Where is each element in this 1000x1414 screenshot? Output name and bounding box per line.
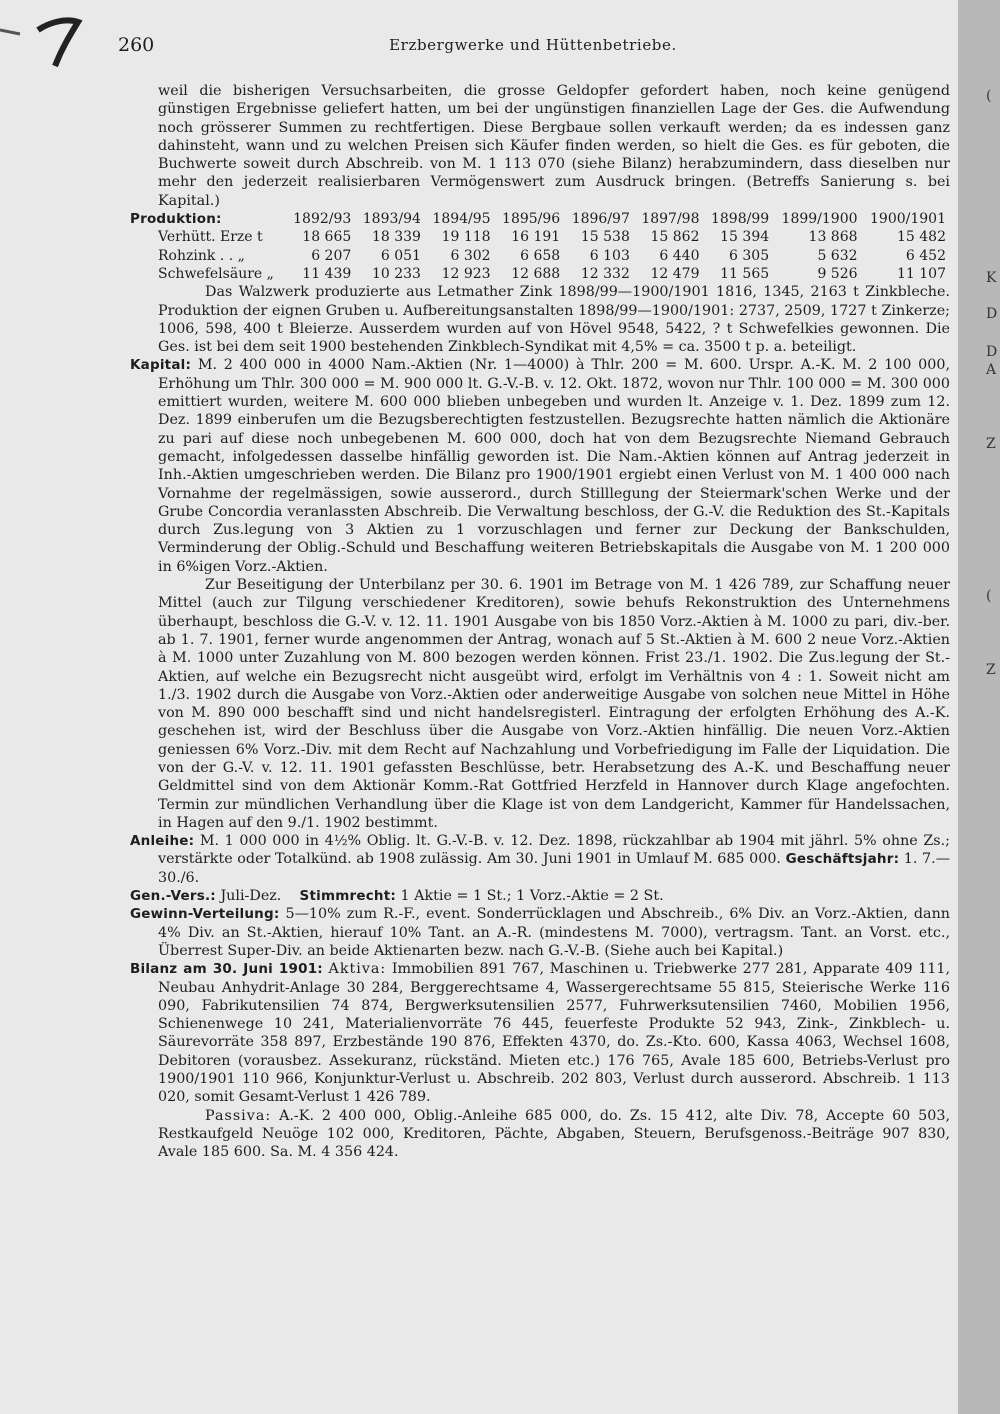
year-cell: 1892/93 <box>293 211 352 228</box>
year-cell: 1899/1900 <box>781 211 858 228</box>
kapital-section <box>130 356 950 576</box>
value-cell: 6 302 <box>450 247 491 264</box>
passiva-label: Passiva: <box>205 1107 272 1124</box>
aktiva-label: Aktiva: <box>328 961 387 978</box>
value-cell: 12 923 <box>441 265 491 282</box>
value-cell: 6 103 <box>589 247 630 264</box>
value-cell: 18 339 <box>371 229 421 246</box>
passiva-text: A.-K. 2 400 000, Oblig.-Anleihe 685 000, do. Zs. 15 412, alte Div. 78, Accepte 60 503, Restkaufgeld Neuöge 102 000, Kreditoren, Pächte, Abgaben, Steuern, Berufsgenoss.-Beiträge 907 830, Avale 185 600. Sa. M. 4 356 424. <box>158 1107 950 1161</box>
kapital-paragraph-2: Zur Beseitigung der Unterbilanz per 30. 6. 1901 im Betrage von M. 1 426 789, zur Schaffung neuer Mittel (auch zur Tilgung verschiedener Kreditoren), sowie behufs Rekonstruktion des Unternehmens überhaupt, beschloss die G.-V. v. 12. 11. 1901 Ausgabe von bis 1850 Vorz.-Aktien à M. 1000 zu pari, div.-ber. ab 1. 7. 1901, ferner wurde angenommen der Antrag, wonach auf 5 St.-Aktien à M. 600 2 neue Vorz.-Aktien à M. 1000 unter Zuzahlung von M. 800 bezogen werden können. Frist 23./1. 1902. Die Zus.legung der St.-Aktien, auf welche ein Bezugsrecht nicht ausgeübt wird, erfolgt im Verhältnis von 4 : 1. Soweit nicht am 1./3. 1902 durch die Ausgabe von Vorz.-Aktien oder anderweitige Ausgabe von solchen neue Mittel in Höhe von M. 890 000 beschafft sind und nicht handelsregisterl. Eintragung der erfolgten Erhöhung des A.-K. geschehen ist, wird der Beschluss über die Ausgabe von Vorz.-Aktien hinfällig. Die neuen Vorz.-Aktien geniessen 6% Vorz.-Div. mit dem Recht auf Nachzahlung und Vorbefriedigung im Falle der Liquidation. Die von der G.-V. v. 12. 11. 1901 gefassten Beschlüsse, betr. Herabsetzung des A.-K. und Beschaffung neuer Geldmittel sind von dem Aktionär Komm.-Rat Gottfried Herzfeld in Hannover durch Klage angefochten. Termin zur mündlichen Verhandlung über die Klage ist von dem Landgericht, Kammer für Handelssachen, in Hagen auf den 9./1. 1902 bestimmt. <box>158 577 950 831</box>
value-cell: 15 482 <box>897 229 946 246</box>
genvers-label: Gen.-Vers.: <box>130 888 216 905</box>
year-cell: 1897/98 <box>641 211 700 228</box>
year-cell: 1895/96 <box>502 211 561 228</box>
value-cell: 6 452 <box>905 247 946 264</box>
gewinn-section <box>130 905 950 960</box>
passiva-section <box>130 1107 950 1162</box>
value-cell: 13 868 <box>808 229 858 246</box>
production-note: Das Walzwerk produzierte aus Letmather Zink 1898/99—1900/1901 1816, 1345, 2163 t Zinkbleche. Produktion der eignen Gruben u. Aufbereitungsanstalten 1898/99—1900/1901: 2737, 2509, 1727 t Zinkerze; 1006, 598, 400 t Bleierze. Ausserdem wurden auf von Hövel 9548, 5422, ? t Schwefelkies gewonnen. Die Ges. ist bei dem seit 1900 bestehenden Zinkblech-Syndikat mit 4,5% = ca. 3500 t p. a. beteiligt. <box>158 284 950 356</box>
margin-letter: D <box>986 344 998 360</box>
value-cell: 15 538 <box>580 229 630 246</box>
bilanz-section <box>130 960 950 1106</box>
value-cell: 12 479 <box>650 265 700 282</box>
running-title: Erzbergwerke und Hüttenbetriebe. <box>389 36 677 54</box>
genvers-section <box>130 887 950 905</box>
anleihe-text: M. 1 000 000 in 4½% Oblig. lt. G.-V.-B. v. 12. Dez. 1898, rückzahlbar ab 1904 mit jährl. 5% ohne Zs.; verstärkte oder Totalkünd. ab 1908 zulässig. Am 30. Juni 1901 in Umlauf M. 685 000. <box>158 833 951 868</box>
margin-letter: Z <box>986 662 996 678</box>
production-table <box>130 210 950 283</box>
year-cell: 1894/95 <box>432 211 491 228</box>
production-header-row <box>130 210 950 228</box>
margin-letter: Z <box>986 436 996 452</box>
production-label: Produktion: <box>130 211 222 228</box>
value-cell: 6 658 <box>520 247 561 264</box>
aktiva-text: Immobilien 891 767, Maschinen u. Triebwerke 277 281, Apparate 409 111, Neubau Anhydrit-Anlage 30 284, Berggerechtsame 4, Wassergerechtsame 55 815, Steierische Werke 116 090, Fabrikutensilien 74 874, Bergwerksutensilien 2577, Fuhrwerksutensilien 7460, Mobilien 1956, Schienenwege 10 241, Materialienvorräte 76 445, feuerfeste Produkte 52 943, Zink-, Zinkblech- u. Säurevorräte 358 897, Erzbestände 190 876, Effekten 4370, do. Zs.-Kto. 600, Kassa 4063, Wechsel 1608, Debitoren (vorausbez. Assekuranz, rückständ. Mieten etc.) 176 765, Avale 185 600, Betriebs-Verlust pro 1900/1901 110 966, Konjunktur-Verlust u. Abschreib. 202 803, Verlust durch ausserord. Abschreib. 1 113 020, somit Gesamt-Verlust 1 426 789. <box>158 961 951 1106</box>
stimmrecht-value: 1 Aktie = 1 St.; 1 Vorz.-Aktie = 2 St. <box>400 888 664 905</box>
row-label: Rohzink . . „ <box>158 247 245 264</box>
value-cell: 15 862 <box>650 229 700 246</box>
gewinn-text: 5—10% zum R.-F., event. Sonderrücklagen und Abschreib., 6% Div. an Vorz.-Aktien, dann 4% Div. an St.-Aktien, hierauf 10% Tant. an A.-R. (mindestens M. 7000), vertragsm. Tant. an Vorst. etc., Überrest Super-Div. an beide Aktienarten bezw. nach G.-V.-B. (Siehe auch bei Kapital.) <box>158 906 950 959</box>
gewinn-label: Gewinn-Verteilung: <box>130 906 280 923</box>
value-cell: 19 118 <box>441 229 491 246</box>
handwritten-mark <box>0 0 90 70</box>
year-cell: 1898/99 <box>710 211 770 228</box>
row-label: Verhütt. Erze t <box>158 229 263 246</box>
intro-paragraph: weil die bisherigen Versuchsarbeiten, die grosse Geldopfer gefordert haben, noch keine genügend günstigen Ergebnisse geliefert hatten, um bei der ungünstigen finanziellen Lage der Ges. die Aufwendung noch grösserer Summen zu rechtfertigen. Diese Bergbaue sollen verkauft werden; da es indessen ganz dahinsteht, wann und zu welchen Preisen sich Käufer finden werden, so hielt die Ges. es für geboten, die Buchwerte soweit durch Abschreib. von M. 1 113 070 (siehe Bilanz) herabzumindern, dass dieselben nur mehr den jederzeit realisierbaren Vermögenswert zum Ausdruck bringen. (Betreffs Sanierung s. bei Kapital.) <box>158 83 950 209</box>
year-cell: 1896/97 <box>571 211 630 228</box>
margin-letter: ( <box>986 588 992 604</box>
value-cell: 10 233 <box>371 265 421 282</box>
value-cell: 12 332 <box>580 265 630 282</box>
kapital-label: Kapital: <box>130 357 192 374</box>
row-label: Schwefelsäure „ <box>158 265 274 282</box>
production-row <box>130 228 950 246</box>
margin-letter: A <box>986 362 997 378</box>
geschaeftsjahr-value: 1. 7.—30./6. <box>158 851 950 886</box>
kapital-text: M. 2 400 000 in 4000 Nam.-Aktien (Nr. 1—4000) à Thlr. 200 = M. 600. Urspr. A.-K. M. 2 100 000, Erhöhung um Thlr. 300 000 = M. 900 000 lt. G.-V.-B. v. 12. Okt. 1872, wovon nur Thlr. 100 000 = M. 300 000 emittiert wurden, weitere M. 600 000 blieben unbegeben und wurden lt. Anzeige v. 1. Dez. 1899 zum 12. Dez. 1899 einberufen um die Bezugsberechtigten festzustellen. Bezugsrechte hatten nämlich die Aktionäre zu pari auf diese noch unbegebenen M. 600 000, doch hat von dem Bezugsrechte Niemand Gebrauch gemacht, infolgedessen dasselbe hinfällig geworden ist. Die Nam.-Aktien können auf Antrag jederzeit in Inh.-Aktien umgeschrieben werden. Die Bilanz pro 1900/1901 ergiebt einen Verlust von M. 1 400 000 nach Vornahme der regelmässigen, sowie ausserord., durch Stilllegung der Steiermark'schen Werke und der Grube Concordia veranlassten Abschreib. Die Verwaltung beschloss, der G.-V. die Reduktion des St.-Kapitals durch Zus.legung von 3 Aktien zu 1 vorzuschlagen und ferner zur Deckung der Bankschulden, Verminderung der Oblig.-Schuld und Beschaffung weiteren Betriebskapitals die Ausgabe von M. 1 200 000 in 6%igen Vorz.-Aktien. <box>158 357 950 575</box>
value-cell: 5 632 <box>817 247 858 264</box>
value-cell: 15 394 <box>720 229 770 246</box>
page-number: 260 <box>118 34 155 56</box>
value-cell: 6 305 <box>729 247 770 264</box>
value-cell: 6 440 <box>659 247 700 264</box>
margin-letter: D <box>986 306 998 322</box>
value-cell: 18 665 <box>302 229 352 246</box>
genvers-value: Juli-Dez. <box>220 888 282 905</box>
page-header <box>118 34 948 58</box>
geschaeftsjahr-label: Geschäftsjahr: <box>785 851 900 868</box>
value-cell: 9 526 <box>817 265 858 282</box>
value-cell: 6 051 <box>380 247 421 264</box>
production-row <box>130 247 950 265</box>
margin-letter: K <box>986 270 997 286</box>
value-cell: 11 439 <box>302 265 352 282</box>
year-cell: 1900/1901 <box>870 211 946 228</box>
anleihe-section <box>130 832 950 887</box>
value-cell: 16 191 <box>511 229 561 246</box>
value-cell: 12 688 <box>511 265 561 282</box>
facing-page-edge <box>958 0 1000 1414</box>
year-cell: 1893/94 <box>362 211 421 228</box>
bilanz-label: Bilanz am 30. Juni 1901: <box>130 961 323 978</box>
production-row <box>130 265 950 283</box>
margin-letter: ( <box>986 88 992 104</box>
anleihe-label: Anleihe: <box>130 833 195 850</box>
value-cell: 6 207 <box>311 247 352 264</box>
value-cell: 11 107 <box>897 265 946 282</box>
value-cell: 11 565 <box>720 265 770 282</box>
stimmrecht-label: Stimmrecht: <box>299 888 396 905</box>
main-text <box>130 82 950 1162</box>
